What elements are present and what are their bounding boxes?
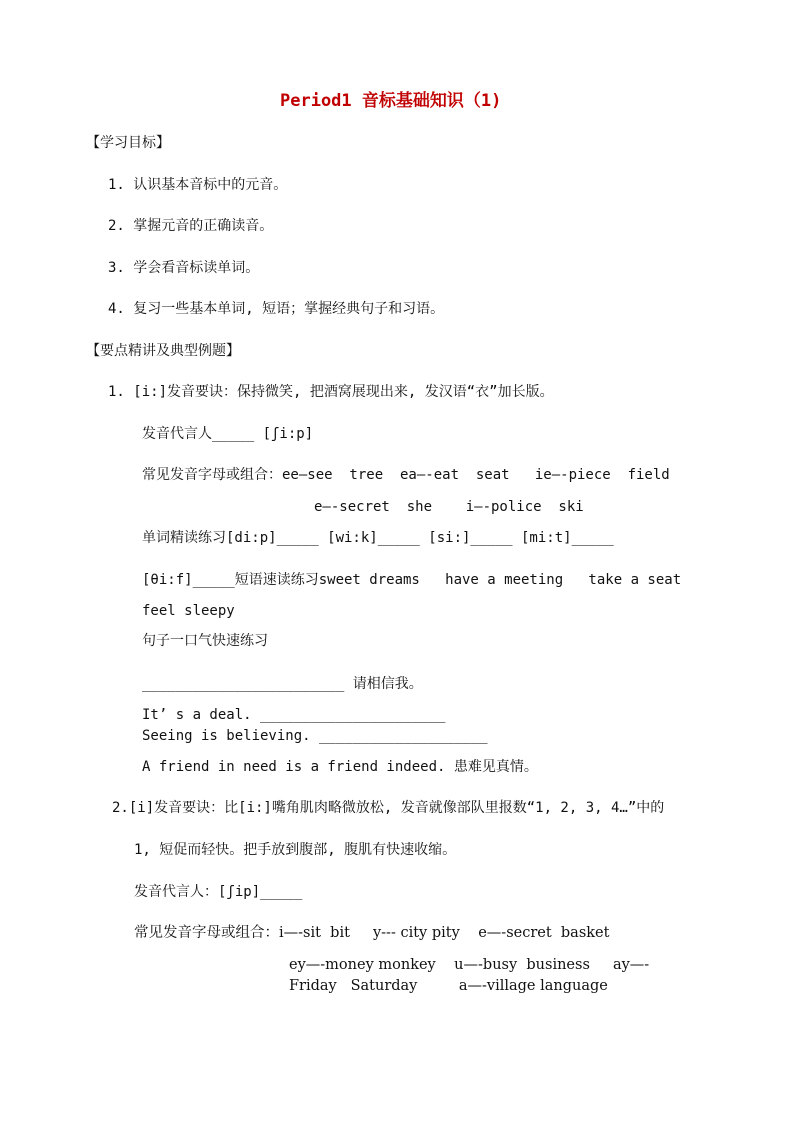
key-points-heading: 【要点精讲及典型例题】	[86, 343, 240, 359]
speaker-i-short: 发音代言人：[ʃip]_____	[134, 884, 303, 900]
rule-i-short: 2.[i]发音要诀：比[i:]嘴角肌肉略微放松, 发音就像部队里报数“1, 2, 3, 4…”中的	[112, 800, 665, 816]
learning-goals-heading: 【学习目标】	[86, 135, 170, 151]
goal-item: 3. 学会看音标读单词。	[108, 260, 260, 276]
sentence-line: A friend in need is a friend indeed. 患难见真情。	[142, 759, 538, 775]
rule-i-long: 1. [i:]发音要诀：保持微笑, 把酒窝展现出来, 发汉语“衣”加长版。	[108, 384, 554, 400]
phrase-practice-line: [θi:f]_____短语速读练习sweet dreams have a meeting take a seat	[142, 572, 682, 588]
common-letters-line: 常见发音字母或组合：i—-sit bit y--- city pity e—-secret basket	[134, 925, 610, 941]
common-letters-line: 常见发音字母或组合：ee—see tree ea—-eat seat ie—-piece field	[142, 467, 670, 483]
rule-i-short-cont: 1, 短促而轻快。把手放到腹部, 腹肌有快速收缩。	[134, 842, 457, 858]
sentence-line: ________________________ 请相信我。	[142, 676, 423, 692]
sentence-practice-heading: 句子一口气快速练习	[142, 633, 268, 649]
common-letters-line: Friday Saturday a—-village language	[289, 978, 608, 994]
sentence-line: It’ s a deal. ______________________	[142, 707, 446, 723]
word-practice-line: 单词精读练习[di:p]_____ [wi:k]_____ [si:]_____ [mi:t]_____	[142, 530, 614, 546]
goal-item: 4. 复习一些基本单词, 短语；掌握经典句子和习语。	[108, 301, 445, 317]
common-letters-line: e—-secret she i—-police ski	[314, 499, 584, 515]
common-letters-line: ey—-money monkey u—-busy business ay—-	[289, 957, 650, 973]
phrase-practice-line: feel sleepy	[142, 603, 235, 619]
speaker-i-long: 发音代言人_____ [ʃi:p]	[142, 426, 314, 442]
page-title: Period1 音标基础知识（1)	[280, 91, 502, 111]
goal-item: 2. 掌握元音的正确读音。	[108, 218, 274, 234]
sentence-line: Seeing is believing. ____________________	[142, 728, 488, 744]
goal-item: 1. 认识基本音标中的元音。	[108, 177, 288, 193]
